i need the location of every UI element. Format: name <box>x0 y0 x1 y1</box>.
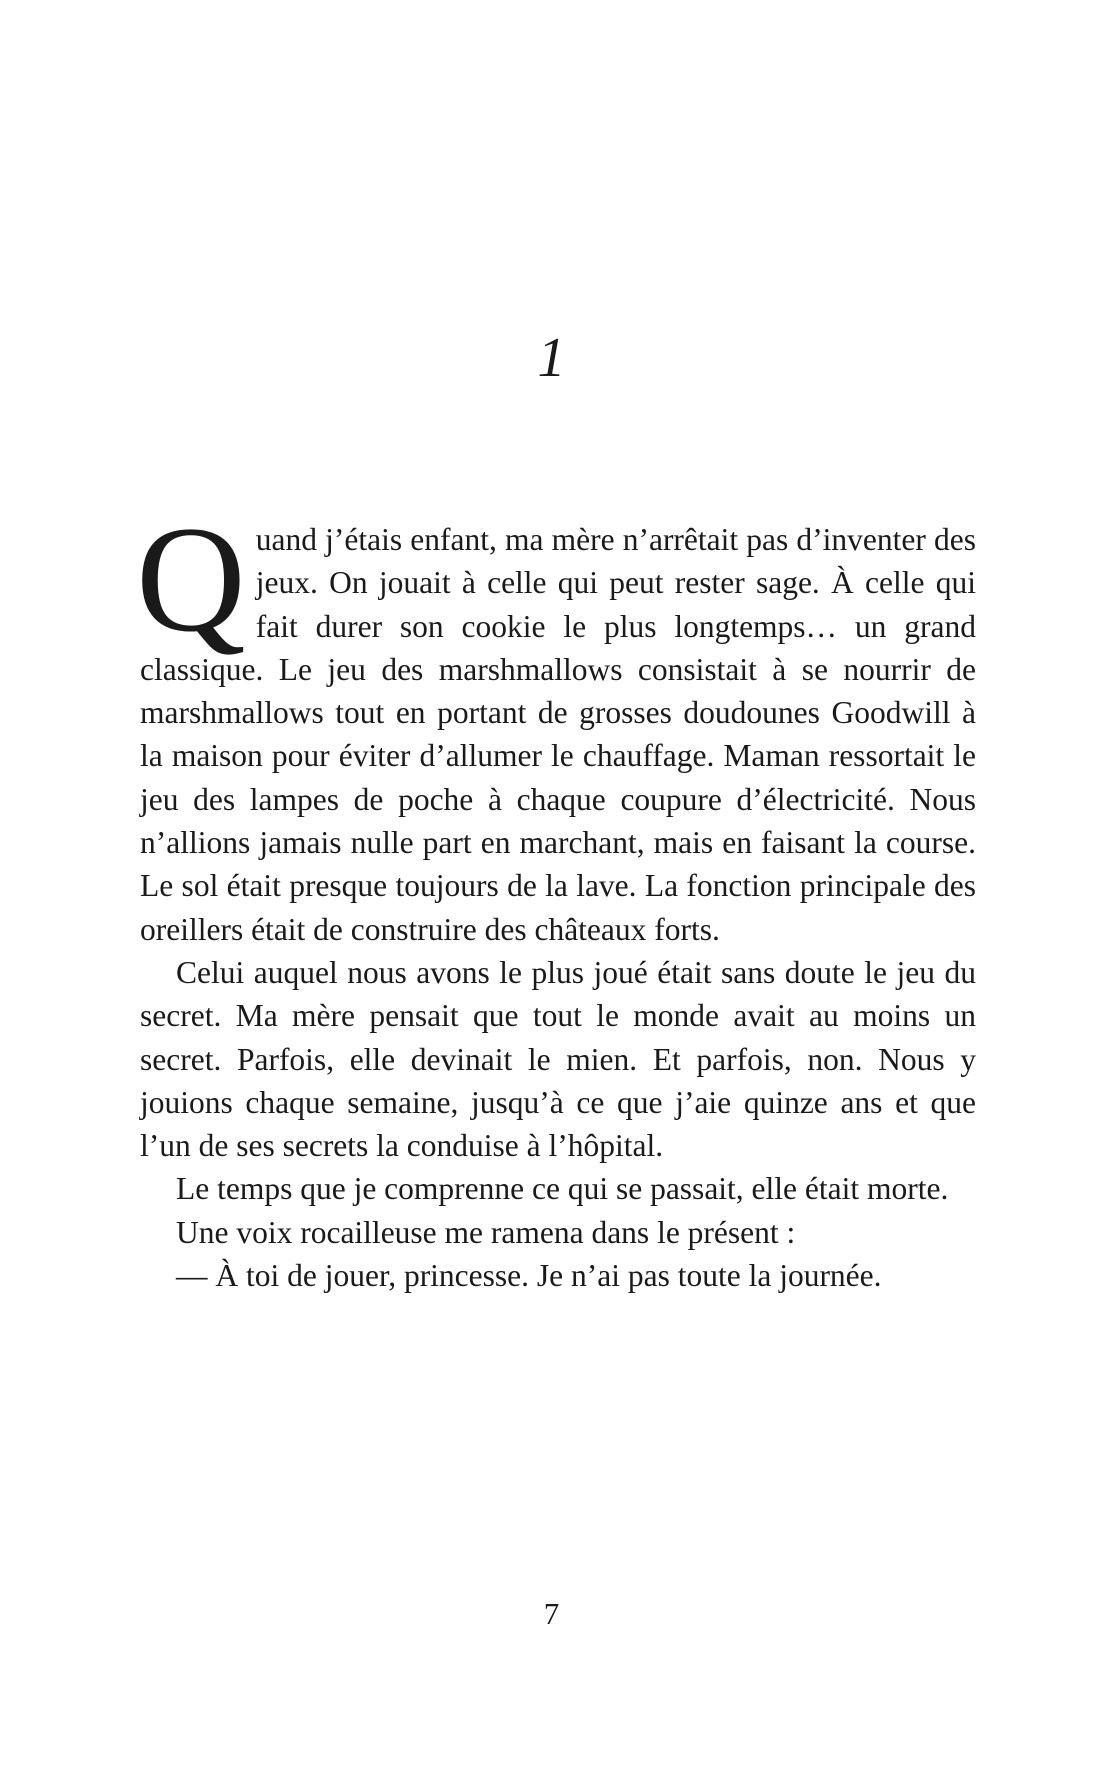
paragraph-2: Celui auquel nous avons le plus joué était sans doute le jeu du secret. Ma mère pensait que tout le monde avait au moins un secret. Parfois, elle devinait le mien. Et parfois, non. Nous y jouions chaque semaine, jusqu’à ce que j’aie quinze ans et que l’un de ses secrets la conduise à l’hôpital. <box>140 954 976 1164</box>
paragraph-4: Une voix rocailleuse me ramena dans le présent : <box>176 1214 796 1250</box>
paragraph-5-dialogue: — À toi de jouer, princesse. Je n’ai pas toute la journée. <box>176 1258 882 1294</box>
paragraph-1 <box>136 495 976 951</box>
body-text <box>136 495 976 1297</box>
chapter-number: 1 <box>537 327 566 389</box>
drop-cap: Q <box>136 495 246 663</box>
paragraph-1-text: uand j’étais enfant, ma mère n’arrêtait pas d’inventer des jeux. On jouait à celle qui peut rester sage. À celle qui fait durer son cookie le plus longtemps… un grand classique. Le jeu des marshmallows consistait à se nourrir de marshmallows tout en portant de grosses doudounes Goodwill à la maison pour éviter d’allumer le chauffage. Maman ressortait le jeu des lampes de poche à chaque coupure d’électricité. Nous n’allions jamais nulle part en marchant, mais en faisant la course. Le sol était presque toujours de la lave. La fonction principale des oreillers était de construire des châteaux forts. <box>140 522 976 947</box>
page-number: 7 <box>543 1596 560 1631</box>
paragraph-3: Le temps que je comprenne ce qui se passait, elle était morte. <box>176 1171 949 1207</box>
